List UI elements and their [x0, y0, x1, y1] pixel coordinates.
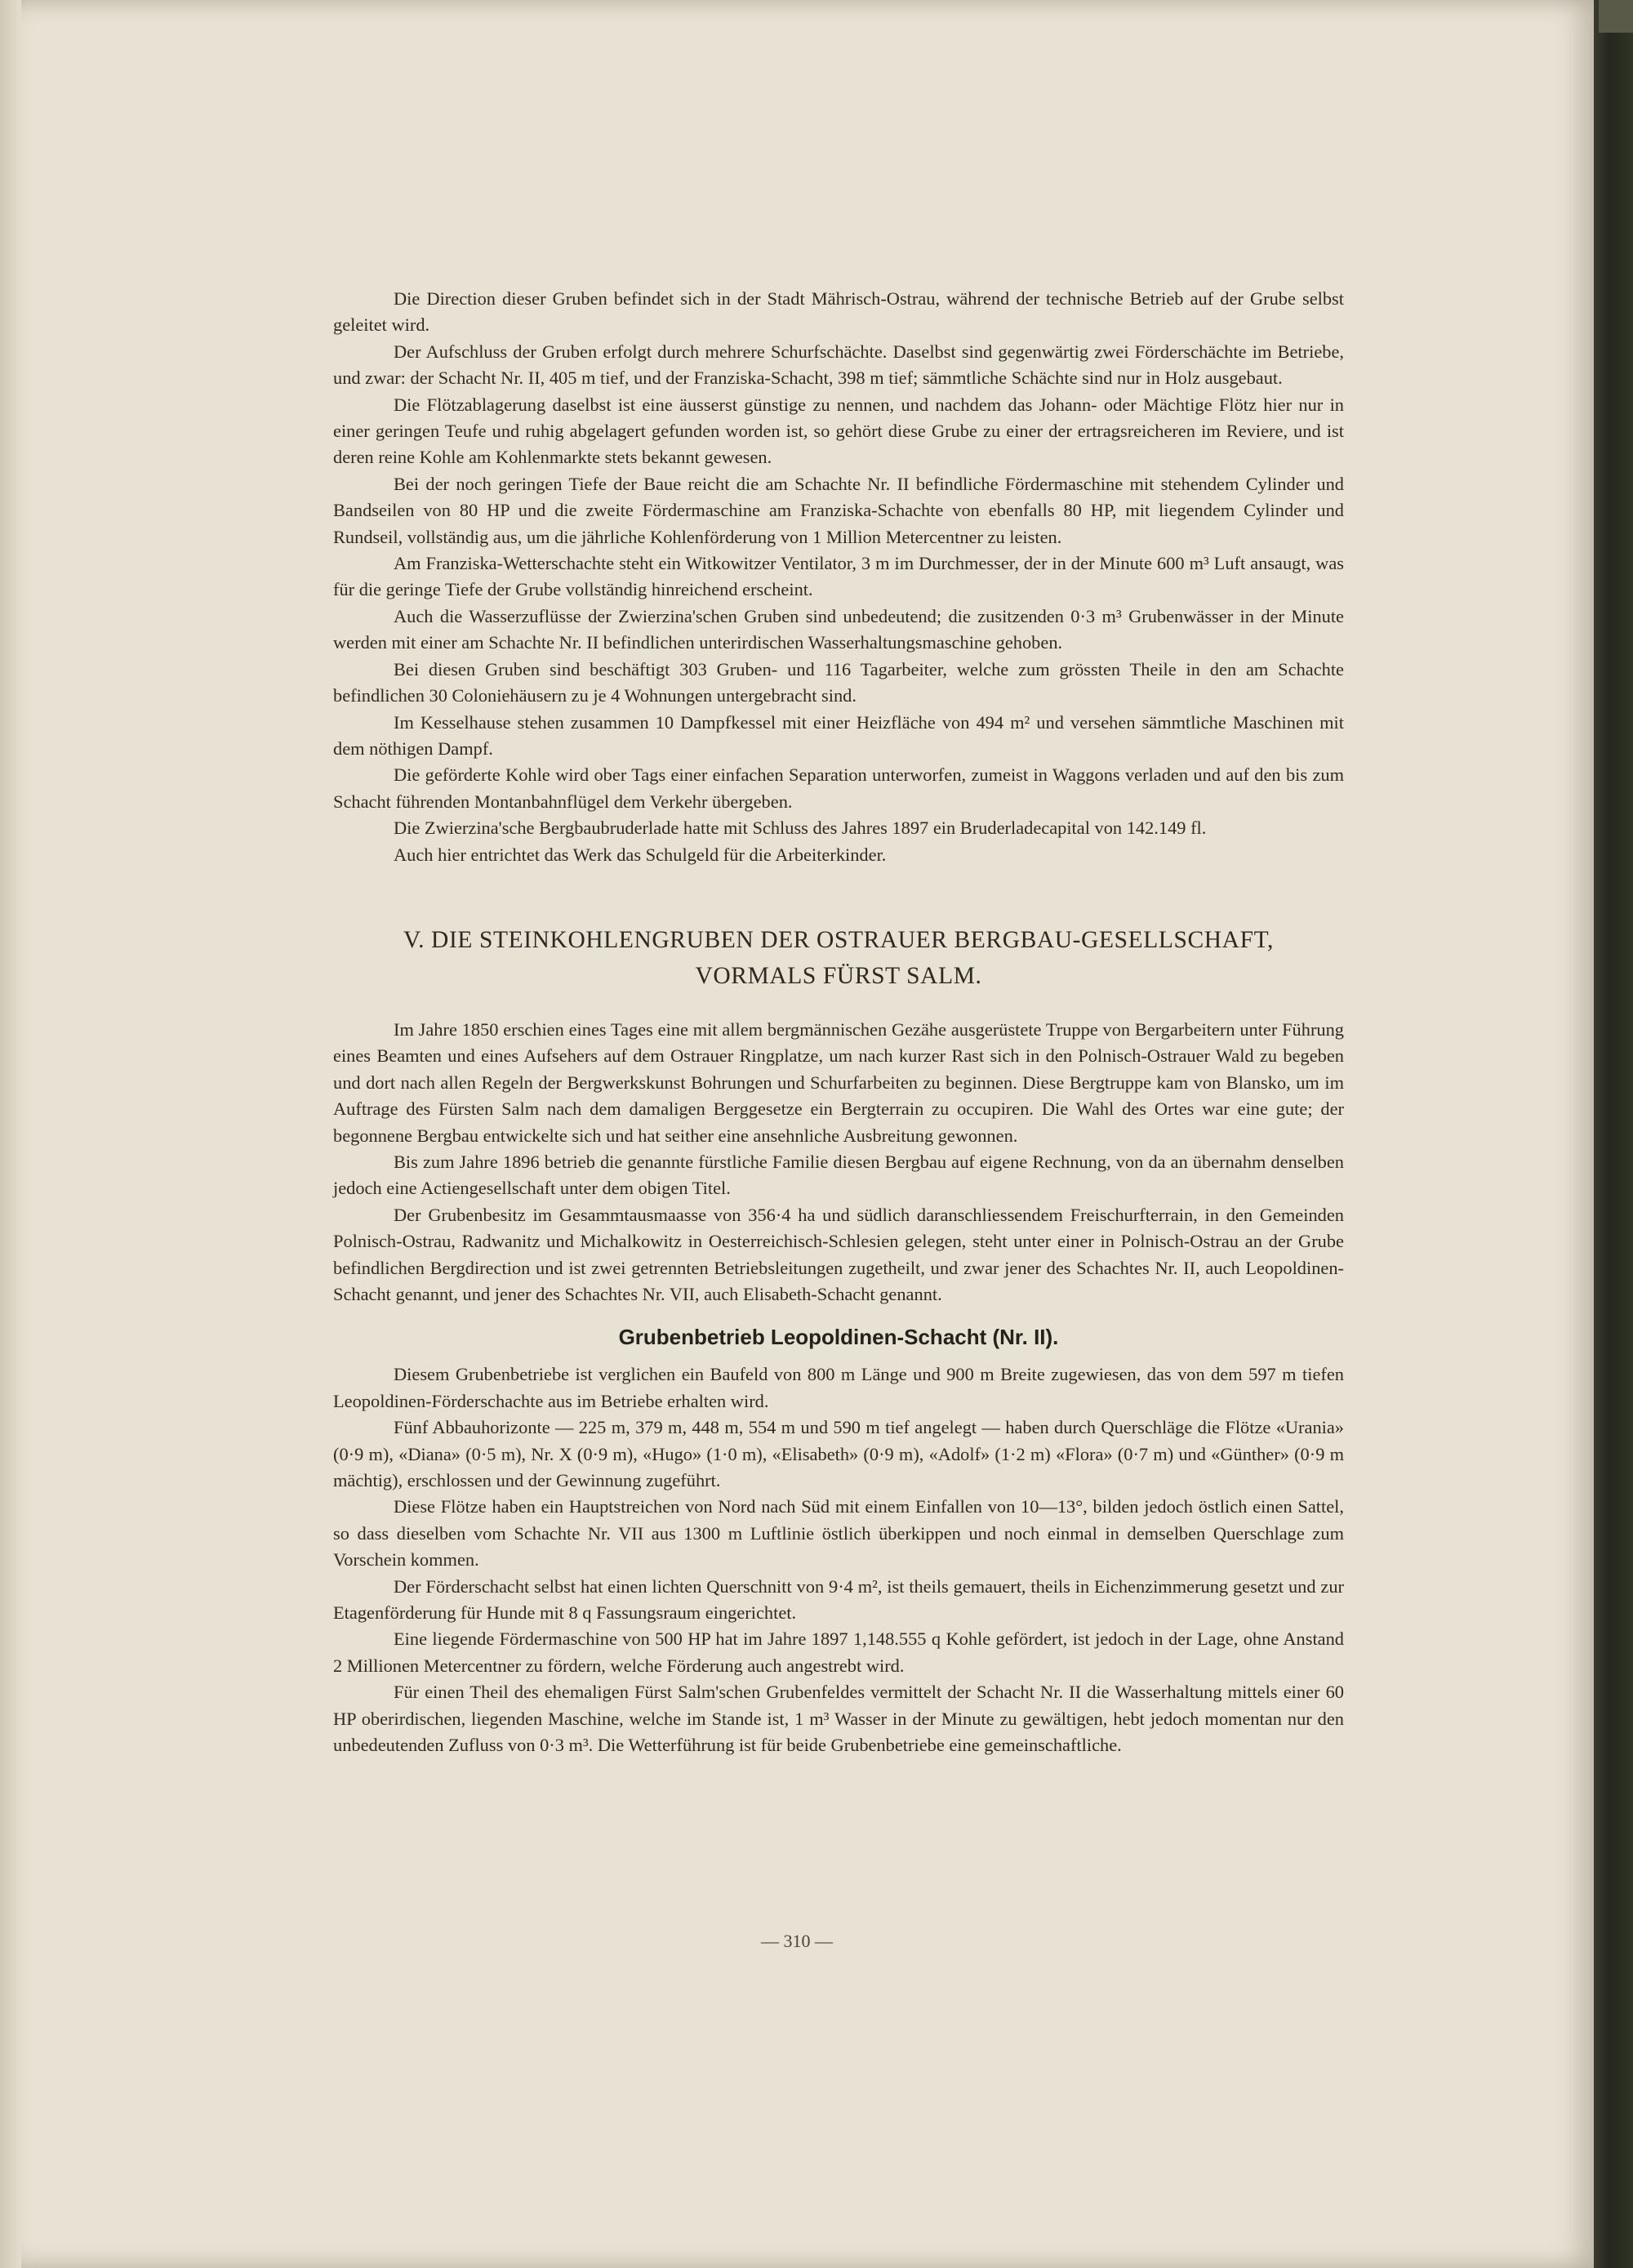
section-heading-line-2: VORMALS FÜRST SALM.	[695, 962, 982, 989]
paragraph: Bei der noch geringen Tiefe der Baue reicht die am Schachte Nr. II befindliche Fördermaschine mit stehendem Cylinder und Bandseilen von 80 HP und die zweite Fördermaschine am Franziska-Schachte von ebenfalls 80 HP, mit liegendem Cylinder und Rundseil, vollständig aus, um die jährliche Kohlenförderung von 1 Million Metercentner zu leisten.	[333, 473, 1344, 547]
paragraph: Eine liegende Fördermaschine von 500 HP hat im Jahre 1897 1,148.555 q Kohle gefördert, ist jedoch in der Lage, ohne Anstand 2 Millionen Metercentner zu fördern, welche Förderung auch angestrebt wird.	[333, 1629, 1344, 1676]
section-ostrauer-bergbau	[333, 1017, 1344, 1308]
paragraph: Auch die Wasserzuflüsse der Zwierzina'schen Gruben sind unbedeutend; die zusitzenden 0·3 m³ Grubenwässer in der Minute werden mit einer am Schachte Nr. II befindlichen unterirdischen Wasserhaltungsmaschine gehoben.	[333, 605, 1344, 653]
paragraph: Der Förderschacht selbst hat einen lichten Querschnitt von 9·4 m², ist theils gemauert, theils in Eichenzimmerung gesetzt und zur Etagenförderung für Hunde mit 8 q Fassungsraum eingerichtet.	[333, 1575, 1344, 1624]
paragraph: Für einen Theil des ehemaligen Fürst Salm'schen Grubenfeldes vermittelt der Schacht Nr. II die Wasserhaltung mittels einer 60 HP oberirdischen, liegenden Maschine, welche im Stande ist, 1 m³ Wasser in der Minute zu gewältigen, hebt jedoch momentan nur den unbedeutenden Zufluss von 0·3 m³. Die Wetterführung ist für beide Grubenbetriebe eine gemeinschaftliche.	[333, 1682, 1344, 1756]
paragraph: Bei diesen Gruben sind beschäftigt 303 Gruben- und 116 Tagarbeiter, welche zum grössten Theile in den am Schachte befindlichen 30 Coloniehäusern zu je 4 Wohnungen untergebracht sind.	[333, 658, 1344, 706]
paragraph: Diesem Grubenbetriebe ist verglichen ein Baufeld von 800 m Länge und 900 m Breite zugewiesen, das von dem 597 m tiefen Leopoldinen-Förderschachte aus im Betriebe erhalten wird.	[333, 1364, 1344, 1411]
section-leopoldinen-schacht	[333, 1361, 1344, 1758]
page-number: — 310 —	[761, 1931, 833, 1951]
book-cover-edge	[1594, 0, 1633, 2268]
sub-heading: Grubenbetrieb Leopoldinen-Schacht (Nr. II).	[618, 1325, 1059, 1350]
paragraph: Im Kesselhause stehen zusammen 10 Dampfkessel mit einer Heizfläche von 494 m² und versehen sämmtliche Maschinen mit dem nöthigen Dampf.	[333, 711, 1344, 759]
page-content	[333, 286, 1344, 1759]
section-heading-line-1: V. DIE STEINKOHLENGRUBEN DER OSTRAUER BERGBAU-GESELLSCHAFT,	[403, 926, 1274, 953]
paragraph: Am Franziska-Wetterschachte steht ein Witkowitzer Ventilator, 3 m im Durchmesser, der in der Minute 600 m³ Luft ansaugt, was für die geringe Tiefe der Grube vollständig hinreichend erscheint.	[333, 553, 1344, 600]
paragraph: Der Grubenbesitz im Gesammtausmaasse von 356·4 ha und südlich daranschliessendem Freischurfterrain, in den Gemeinden Polnisch-Ostrau, Radwanitz und Michalkowitz in Oesterreichisch-Schlesien gelegen, steht unter einer in Polnisch-Ostrau an der Grube befindlichen Bergdirection und ist zwei getrennten Betriebsleitungen zugetheilt, und zwar jener des Schachtes Nr. II, auch Leopoldinen-Schacht genannt, und jener des Schachtes Nr. VII, auch Elisabeth-Schacht genannt.	[333, 1204, 1344, 1304]
paragraph: Die geförderte Kohle wird ober Tags einer einfachen Separation unterworfen, zumeist in Waggons verladen und auf den bis zum Schacht führenden Montanbahnflügel dem Verkehr übergeben.	[333, 764, 1344, 812]
paragraph: Die Flötzablagerung daselbst ist eine äusserst günstige zu nennen, und nachdem das Johann- oder Mächtige Flötz hier nur in einer geringen Teufe und ruhig abgelagert gefunden worden ist, so gehört diese Grube zu einer der ertragsreicheren im Reviere, und ist deren reine Kohle am Kohlenmarkte stets bekannt gewesen.	[333, 394, 1344, 468]
paragraph: Diese Flötze haben ein Hauptstreichen von Nord nach Süd mit einem Einfallen von 10—13°, bilden jedoch östlich einen Sattel, so dass dieselben vom Schachte Nr. VII aus 1300 m Luftlinie östlich überkippen und noch einmal in demselben Querschlage zum Vorschein kommen.	[333, 1496, 1344, 1571]
page-gutter	[0, 0, 21, 2268]
paragraph: Fünf Abbauhorizonte — 225 m, 379 m, 448 m, 554 m und 590 m tief angelegt — haben durch Querschläge die Flötze «Urania» (0·9 m), «Diana» (0·5 m), Nr. X (0·9 m), «Hugo» (1·0 m), «Elisabeth» (0·9 m), «Adolf» (1·2 m) «Flora» (0·7 m) und «Günther» (0·9 m mächtig), erschlossen und der Gewinnung zugeführt.	[333, 1417, 1344, 1491]
cover-corner	[1599, 0, 1633, 33]
paragraph: Im Jahre 1850 erschien eines Tages eine mit allem bergmännischen Gezähe ausgerüstete Truppe von Bergarbeitern unter Führung eines Beamten und eines Aufsehers auf dem Ostrauer Ringplatze, um nach kurzer Rast sich in den Polnisch-Ostrauer Wald zu begeben und dort nach allen Regeln der Bergwerkskunst Bohrungen und Schurfarbeiten zu beginnen. Diese Bergtruppe kam von Blansko, um im Auftrage des Fürsten Salm nach dem damaligen Berggesetze ein Bergterrain zu occupiren. Die Wahl des Ortes war eine gute; der begonnene Bergbau entwickelte sich und hat seither eine ansehnliche Ausbreitung gewonnen.	[333, 1018, 1344, 1146]
paragraph: Bis zum Jahre 1896 betrieb die genannte fürstliche Familie diesen Bergbau auf eigene Rechnung, von da an übernahm denselben jedoch eine Actiengesellschaft unter dem obigen Titel.	[333, 1151, 1344, 1199]
paragraph: Der Aufschluss der Gruben erfolgt durch mehrere Schurfschächte. Daselbst sind gegenwärtig zwei Förderschächte im Betriebe, und zwar: der Schacht Nr. II, 405 m tief, und der Franziska-Schacht, 398 m tief; sämmtliche Schächte sind nur in Holz ausgebaut.	[333, 341, 1344, 389]
paragraph: Die Zwierzina'sche Bergbaubruderlade hatte mit Schluss des Jahres 1897 ein Bruderladecapital von 142.149 fl.	[394, 818, 1207, 839]
paragraph: Die Direction dieser Gruben befindet sich in der Stadt Mährisch-Ostrau, während der technische Betrieb auf der Grube selbst geleitet wird.	[333, 288, 1344, 336]
section-zwierzina	[333, 286, 1344, 868]
section-heading	[333, 922, 1344, 994]
paragraph: Auch hier entrichtet das Werk das Schulgeld für die Arbeiterkinder.	[394, 844, 887, 865]
